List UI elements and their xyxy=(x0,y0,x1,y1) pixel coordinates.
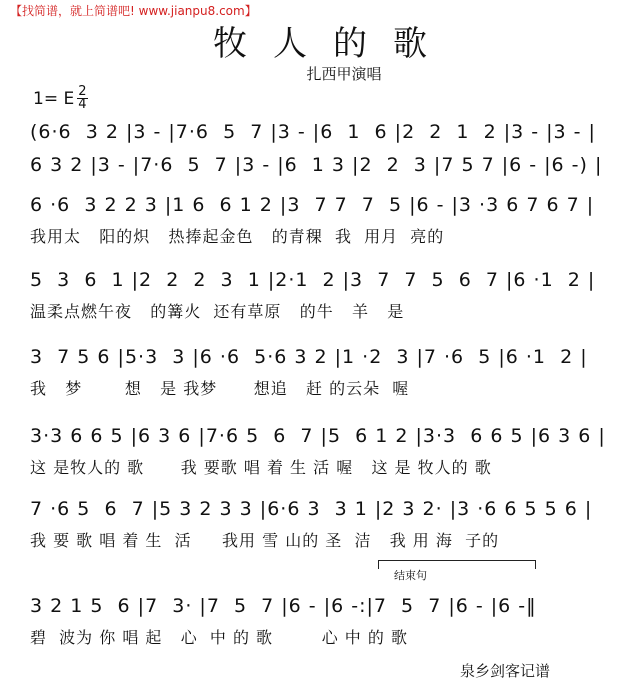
key-label: 1= E xyxy=(33,88,75,109)
time-numerator: 2 xyxy=(78,84,87,99)
notes: 3 2 1 5 6 |7 3· |7 5 7 |6 - |6 -:|7 5 7 |6 - |6 -‖ xyxy=(30,595,537,617)
score-line-7 xyxy=(30,497,600,551)
lyrics: 温柔点燃午夜 的篝火 还有草原 的牛 羊 是 xyxy=(30,302,405,321)
score-line-5 xyxy=(30,345,600,399)
notes: 5 3 6 1 |2 2 2 3 1 |2·1 2 |3 7 7 5 6 7 |6 ·1 2 | xyxy=(30,269,596,291)
score-line-4 xyxy=(30,268,600,322)
score-line-6 xyxy=(30,424,606,478)
notes: 3 7 5 6 |5·3 3 |6 ·6 5·6 3 2 |1 ·2 3 |7 ·6 5 |6 ·1 2 | xyxy=(30,346,588,368)
singer-credit: 扎西甲演唱 xyxy=(306,65,382,83)
transcriber-credit: 泉乡剑客记谱 xyxy=(460,662,551,680)
score-line-8 xyxy=(30,594,600,648)
lyrics: 我用太 阳的炽 热捧起金色 的青稞 我 用月 亮的 xyxy=(30,227,445,246)
notes: (6·6 3 2 |3 - |7·6 5 7 |3 - |6 1 6 |2 2 1 2 |3 - |3 - | xyxy=(30,121,596,143)
ending-label: 结束句 xyxy=(394,569,427,582)
notes: 7 ·6 5 6 7 |5 3 2 3 3 |6·6 3 3 1 |2 3 2· |3 ·6 6 5 5 6 | xyxy=(30,498,593,520)
score-line-1 xyxy=(30,120,600,144)
lyrics: 这 是牧人的 歌 我 要歌 唱 着 生 活 喔 这 是 牧人的 歌 xyxy=(30,458,492,477)
score-line-2 xyxy=(30,153,603,177)
notes: 3·3 6 6 5 |6 3 6 |7·6 5 6 7 |5 6 1 2 |3·3 6 6 5 |6 3 6 | xyxy=(30,425,606,447)
notes: 6 ·6 3 2 2 3 |1 6 6 1 2 |3 7 7 7 5 |6 - |3 ·3 6 7 6 7 | xyxy=(30,194,595,216)
lyrics: 我 要 歌 唱 着 生 活 我用 雪 山的 圣 洁 我 用 海 子的 xyxy=(30,531,500,550)
lyrics: 碧 波为 你 唱 起 心 中 的 歌 心 中 的 歌 xyxy=(30,628,408,647)
notes: 6 3 2 |3 - |7·6 5 7 |3 - |6 1 3 |2 2 3 |7 5 7 |6 - |6 -) | xyxy=(30,154,603,176)
time-denominator: 4 xyxy=(78,97,87,112)
site-banner: 【找简谱，就上简谱吧! www.jianpu8.com】 xyxy=(10,4,257,18)
score-line-3 xyxy=(30,193,600,247)
lyrics: 我 梦 想 是 我梦 想追 赶 的云朵 喔 xyxy=(30,379,410,398)
time-signature xyxy=(77,86,87,111)
key-signature xyxy=(33,86,88,111)
song-title: 牧人的歌 xyxy=(213,24,453,64)
